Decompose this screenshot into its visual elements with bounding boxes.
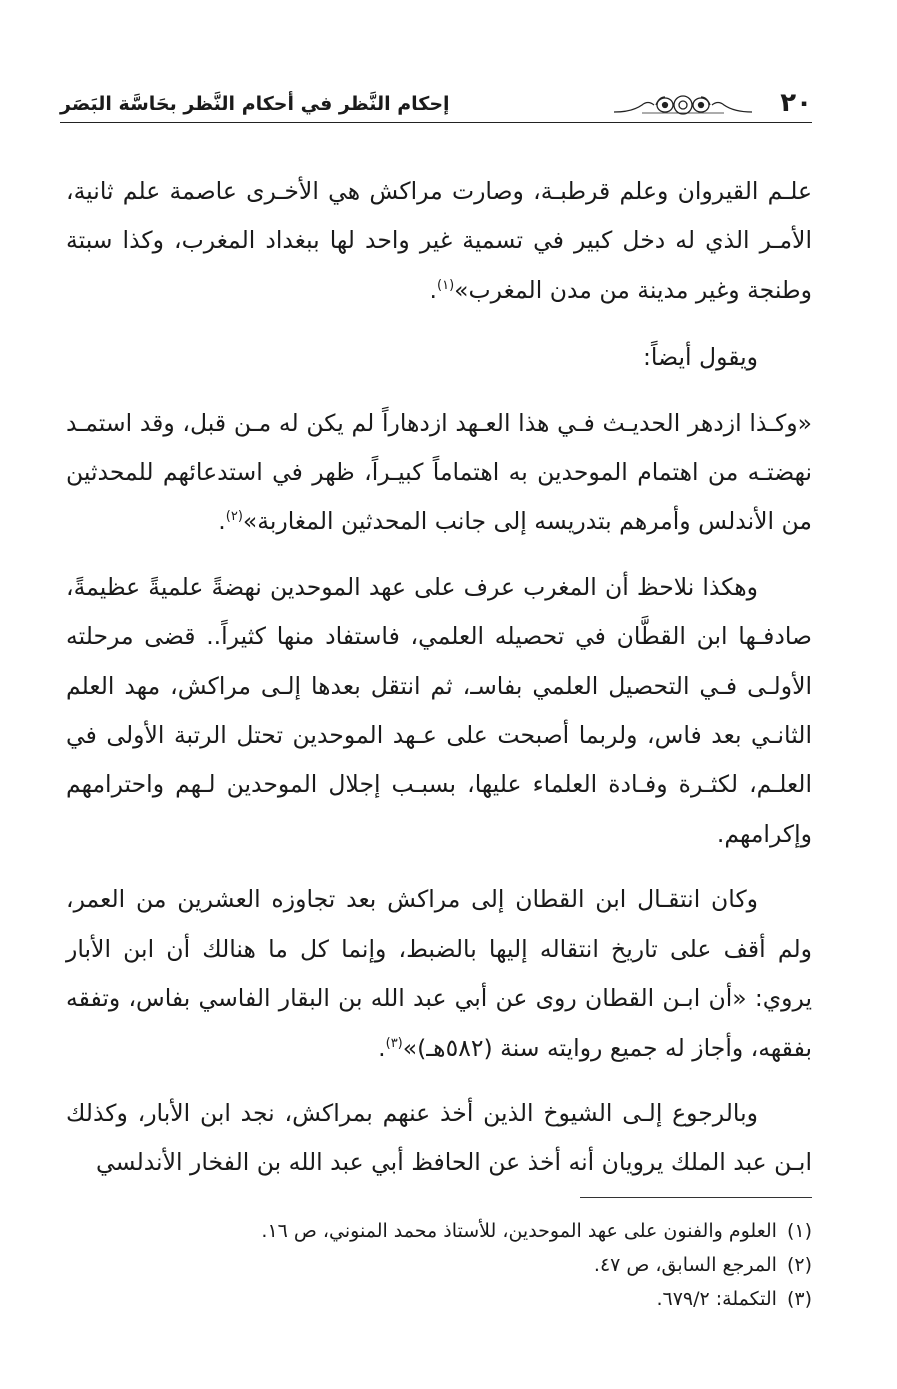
page-number: ٢٠ xyxy=(780,88,812,118)
footnote-ref-1: (١) xyxy=(437,277,455,293)
page-header xyxy=(60,86,812,128)
paragraph-5-end: . xyxy=(378,1033,386,1062)
footnote-3 xyxy=(66,1282,812,1316)
footnote-2-number: (٢) xyxy=(786,1254,812,1276)
ornament-divider-icon xyxy=(612,92,754,118)
footnote-2-text: المرجع السابق، ص ٤٧. xyxy=(593,1254,777,1276)
paragraph-1 xyxy=(66,167,812,315)
paragraph-4: وهكذا نلاحظ أن المغرب عرف على عهد الموحدين نهضةً علميةً عظيمةً، صادفـها ابن القطَّان في تحصيله العلمي، فاستفاد منها كثيراً.. قضى مرحلته الأولـى فـي التحصيل العلمي بفاسـ، ثم انتقل بعدها إلـى مراكش، مهد العلم الثانـي بعد فاس، ولربما أصبحت على عـهد الموحدين تحتل الرتبة الأولى في العلـم، لكثـرة وفـادة العلماء عليها، بسبـب إجلال الموحدين لـهم واحترامهم وإكرامهم. xyxy=(66,572,812,848)
footnote-3-number: (٣) xyxy=(786,1288,812,1310)
paragraph-2: ويقول أيضاً: xyxy=(643,343,758,372)
paragraph-3 xyxy=(66,399,812,547)
footnotes xyxy=(66,1214,812,1316)
paragraph-5-text: وكان انتقـال ابن القطان إلى مراكش بعد تجاوزه العشرين من العمر، ولم أقف على تاريخ انتقاله إليها بالضبط، وإنما كل ما هنالك أن ابن الأبار يروي: «أن ابـن القطان روى عن أبي عبد الله بن البقار الفاسي بفاس، وتفقه بفقهه، وأجاز له جميع روايته سنة (٥٨٢هـ)» xyxy=(66,885,812,1062)
body-text xyxy=(66,167,812,1188)
footnote-3-text: التكملة: ٦٧٩/٢. xyxy=(656,1288,777,1310)
footnote-separator xyxy=(580,1197,812,1198)
paragraph-6: وبالرجوع إلـى الشيوخ الذين أخذ عنهم بمراكش، نجد ابن الأبار، وكذلك ابـن عبد الملك يرويان أنه أخذ عن الحافظ أبي عبد الله بن الفخار الأندلسي xyxy=(66,1098,812,1177)
header-rule xyxy=(60,122,812,123)
footnote-ref-3: (٣) xyxy=(385,1035,403,1051)
running-title: إحكام النَّظر في أحكام النَّظر بحَاسَّة البَصَر xyxy=(60,93,450,115)
paragraph-3-text: «وكـذا ازدهر الحديـث فـي هذا العـهد ازدهاراً لم يكن له مـن قبل، وقد استمـد نهضتـه من اهتمام الموحدين به اهتماماً كبيـراً، ظهر في استدعائهم للمحدثين من الأندلس وأمرهم بتدريسه إلى جانب المحدثين المغاربة» xyxy=(66,408,812,536)
footnote-1 xyxy=(66,1214,812,1248)
paragraph-3-end: . xyxy=(218,507,226,536)
footnote-2 xyxy=(66,1248,812,1282)
footnote-1-number: (١) xyxy=(786,1220,812,1242)
footnote-1-text: العلوم والفنون على عهد الموحدين، للأستاذ محمد المنوني، ص ١٦. xyxy=(261,1220,777,1242)
paragraph-5 xyxy=(66,875,812,1073)
paragraph-1-end: . xyxy=(429,275,437,304)
paragraph-1-text: علـم القيروان وعلم قرطبـة، وصارت مراكش هي الأخـرى عاصمة علم ثانية، الأمـر الذي له دخل كبير في تسمية غير واحد لها ببغداد المغرب، وكذا سبتة وطنجة وغير مدينة من مدن المغرب» xyxy=(66,177,812,304)
footnote-ref-2: (٢) xyxy=(225,509,243,525)
